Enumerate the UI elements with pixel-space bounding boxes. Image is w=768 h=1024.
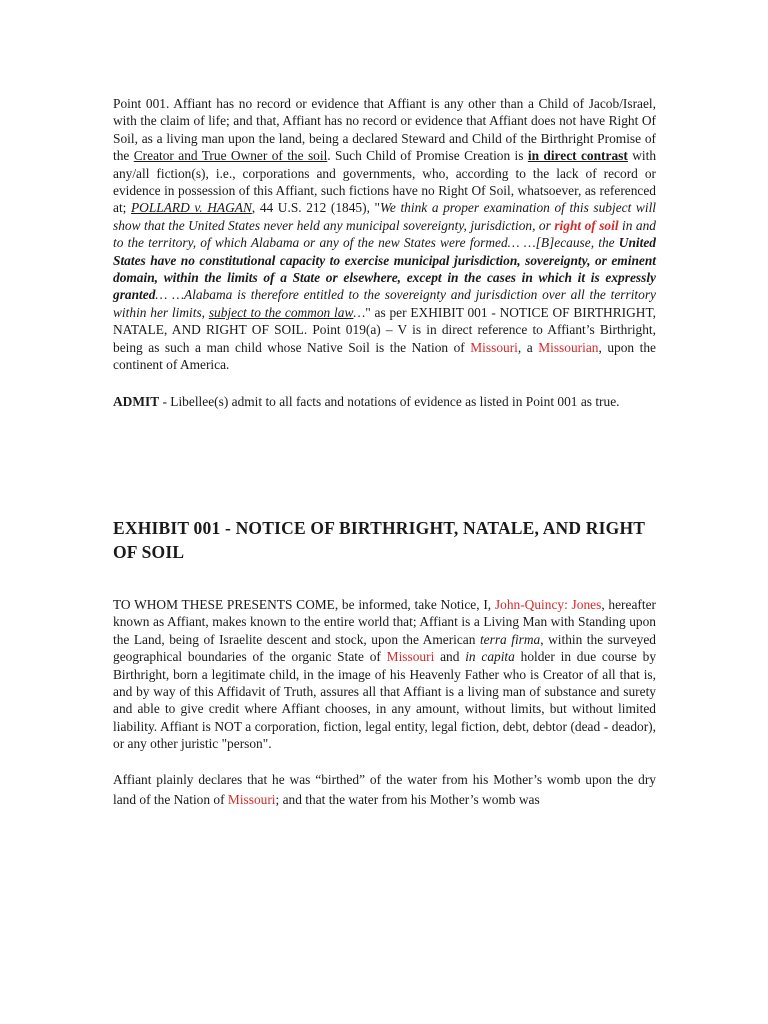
declares-paragraph <box>113 770 656 810</box>
point-text: . Such Child of Promise Creation is <box>327 148 528 164</box>
exhibit-heading: EXHIBIT 001 - NOTICE OF BIRTHRIGHT, NATALE, AND RIGHT OF SOIL <box>113 517 645 562</box>
contrast-phrase: in direct contrast <box>527 148 628 164</box>
missouri-text: Missouri <box>227 791 276 807</box>
creator-phrase: Creator and True Owner of the soil <box>133 148 328 164</box>
admit-text: - Libellee(s) admit to all facts and notations of evidence as listed in Point 001 as true. <box>159 393 620 409</box>
presents-paragraph <box>113 596 656 753</box>
missouri-text: Missouri <box>470 339 518 355</box>
point-001-paragraph <box>113 95 656 374</box>
admit-label: ADMIT <box>113 393 160 409</box>
affiant-name: John-Quincy: Jones <box>494 596 602 612</box>
point-text: , 44 U.S. 212 (1845), " <box>251 200 380 216</box>
common-law-phrase: subject to the common law <box>208 304 354 320</box>
declares-text: ; and that the water from his Mother’s womb was <box>275 791 540 807</box>
quote-text: … …Alabama is therefore entitled to the sovereignty and jurisdiction over all the territory within her limits, <box>113 287 656 320</box>
presents-text: , within the surveyed geographical boundaries of the organic State of <box>113 631 656 665</box>
in-capita-text: in capita <box>465 649 515 665</box>
quote-bold-text: United States have no constitutional capacity to exercise municipal jurisdiction, sovereignty, or eminent domain, within the limits of a State or elsewhere, except in the cases in which it is expressly granted <box>113 235 656 303</box>
declares-text: Affiant plainly declares that he was “birthed” of the water from his Mother’s womb upon the dry land of the Nation of <box>113 771 656 807</box>
presents-text: holder in due course by Birthright, born a legitimate child, in the image of his Heavenly Father who is Creator of all that is, and by way of this Affidavit of Truth, assures all that Affiant is a living man of substance and surety and able to give credit where Affiant chooses, in any amount, without limits, but without limited liability. Affiant is NOT a corporation, fiction, legal entity, legal fiction, debt, debtor (dead - deador), or any other juristic "person". <box>113 649 657 752</box>
point-text: , upon the continent of America. <box>113 339 656 373</box>
point-text: with any/all fiction(s), i.e., corporations and governments, who, according to the lack of record or evidence in possession of this Affiant, such fictions have no Right Of Soil, whatsoever, as referenced at; <box>113 148 657 216</box>
quote-text: … <box>353 304 366 320</box>
admit-paragraph <box>113 393 656 410</box>
point-text: , a <box>517 339 539 355</box>
right-of-soil-phrase: right of soil <box>554 217 619 233</box>
quote-text: in and to the territory, of which Alabama or any of the new States were formed… …[B]ecause, the <box>113 217 657 251</box>
point-text: Point 001. Affiant has no record or evidence that Affiant is any other than a Child of Jacob/Israel, with the claim of life; and that, Affiant has no record or evidence that Affiant does not have Right Of Soil, as a living man upon the land, being a declared Steward and Child of the Birthright Promise of the <box>113 96 656 164</box>
presents-text: TO WHOM THESE PRESENTS COME, be informed, take Notice, I, <box>113 596 495 612</box>
presents-text: and <box>434 649 466 665</box>
point-text: " as per EXHIBIT 001 - NOTICE OF BIRTHRIGHT, NATALE, AND RIGHT OF SOIL. Point 019(a) – V is in direct reference to Affiant’s Birthright, being as such a man child whose Native Soil is the Nation of <box>113 304 656 355</box>
missourian-text: Missourian <box>538 339 599 355</box>
presents-text: , hereafter known as Affiant, makes known to the entire world that; Affiant is a Living Man with Standing upon the Land, being of Israelite descent and stock, upon the American <box>113 596 656 647</box>
document-page <box>113 95 656 810</box>
missouri-text: Missouri <box>386 649 435 665</box>
quote-text: We think a proper examination of this subject will show that the United States never held any municipal sovereignty, jurisdiction, or <box>113 200 657 233</box>
terra-firma-text: terra firma <box>479 631 541 647</box>
case-citation: POLLARD v. HAGAN <box>130 200 252 216</box>
